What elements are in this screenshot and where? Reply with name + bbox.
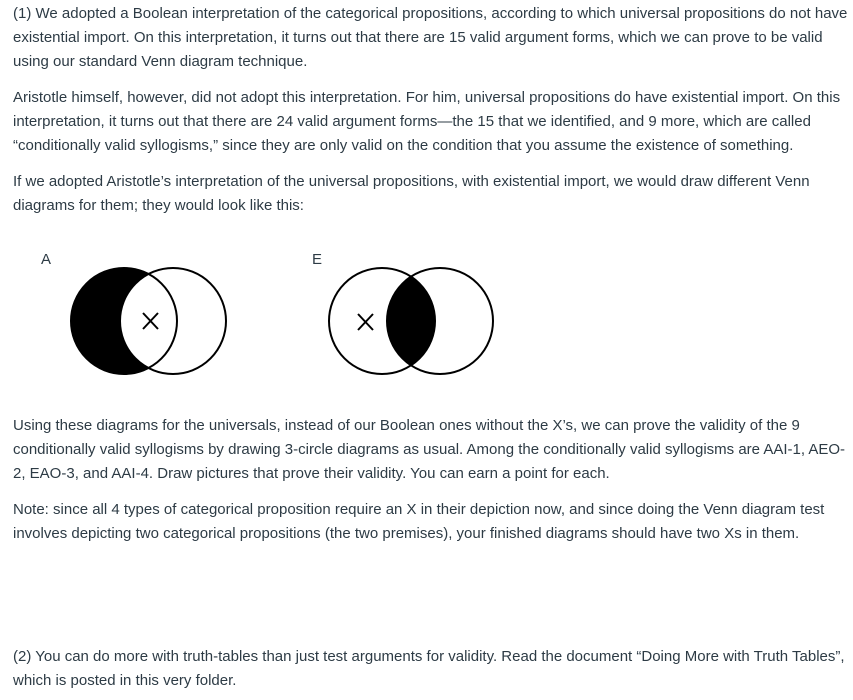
paragraph-truth-tables: (2) You can do more with truth-tables than just test arguments for validity. Read the document “Doing More with Truth Tables”, which is posted in this very folder. (13, 648, 845, 689)
diagram-label-a: A (41, 251, 52, 268)
document-body (13, 2, 851, 689)
paragraph-aristotle-interpretation: Aristotle himself, however, did not adopt this interpretation. For him, universal propositions do have existential import. On this interpretation, it turns out that there are 24 valid argument forms—the 15 that we identified, and 9 more, which are called “conditionally valid syllogisms,” since they are only valid on the condition that you assume the existence of something. (13, 89, 841, 154)
venn-diagram-svg (13, 218, 533, 414)
paragraph-conditional-syllogisms: Using these diagrams for the universals, instead of our Boolean ones without the X’s, we can prove the validity of the 9 conditionally valid syllogisms by drawing 3-circle diagrams as usual. Among the conditionally valid syllogisms are AAI-1, AEO-2, EAO-3, and AAI-4. Draw pictures that prove their validity. You can earn a point for each. (13, 417, 846, 482)
x-mark-icon (358, 314, 373, 330)
paragraph-note-two-xs: Note: since all 4 types of categorical proposition require an X in their depiction now, and since doing the Venn diagram test involves depicting two categorical propositions (the two premises), your finished diagrams should have two Xs in them. (13, 501, 825, 542)
venn-e-diagram (329, 268, 493, 374)
paragraph-boolean-interpretation: (1) We adopted a Boolean interpretation of the categorical propositions, according to which universal propositions do not have existential import. On this interpretation, it turns out that there are 15 valid argument forms, which we can prove to be valid using our standard Venn diagram technique. (13, 5, 848, 70)
paragraph-diagram-intro: If we adopted Aristotle’s interpretation of the universal propositions, with existential import, we would draw different Venn diagrams for them; they would look like this: (13, 173, 810, 214)
diagram-label-e: E (312, 251, 323, 268)
venn-diagrams (13, 218, 851, 414)
venn-a-diagram (71, 268, 226, 374)
